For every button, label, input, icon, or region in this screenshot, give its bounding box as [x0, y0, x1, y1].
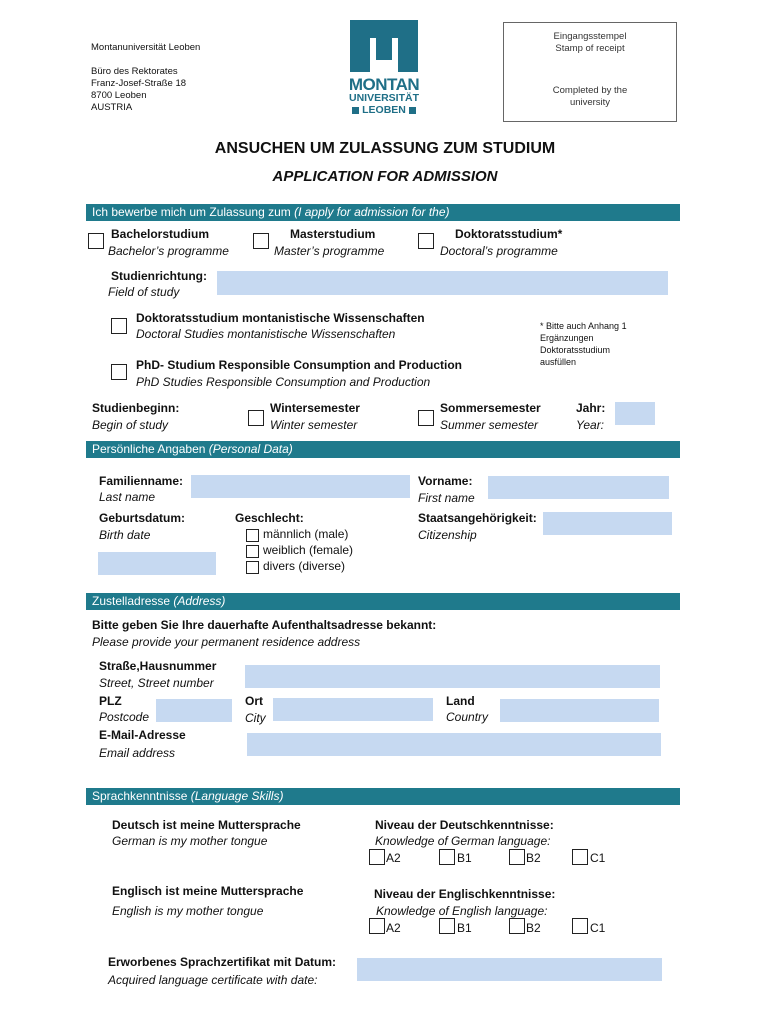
- country-input[interactable]: [500, 699, 659, 722]
- firstname-input[interactable]: [488, 476, 669, 499]
- gender-female-checkbox[interactable]: [246, 545, 259, 558]
- doctoral-label-en: Doctoral’s programme: [440, 244, 558, 258]
- gender-label: Geschlecht:: [235, 511, 304, 525]
- master-checkbox[interactable]: [253, 233, 269, 249]
- street-label: Straße,Hausnummer: [99, 659, 217, 673]
- city-label: Ort: [245, 694, 263, 708]
- english-level-b2-checkbox[interactable]: [509, 918, 525, 934]
- german-level-a2-label: A2: [386, 851, 401, 865]
- phd-rcp-checkbox[interactable]: [111, 364, 127, 380]
- winter-semester-label-en: Winter semester: [270, 418, 358, 432]
- address-intro-en: Please provide your permanent residence address: [92, 635, 361, 649]
- german-mother-tongue-label: Deutsch ist meine Muttersprache: [112, 818, 301, 832]
- receipt-stamp-box: [503, 22, 677, 122]
- field-of-study-label: Studienrichtung:: [111, 269, 207, 283]
- winter-semester-checkbox[interactable]: [248, 410, 264, 426]
- lastname-label-en: Last name: [99, 490, 156, 504]
- doctoral-note-1: * Bitte auch Anhang 1: [540, 321, 627, 331]
- university-logo: [348, 20, 420, 116]
- personal-bar-en: (Personal Data): [208, 442, 293, 456]
- montan-doctoral-checkbox[interactable]: [111, 318, 127, 334]
- language-bar-en: (Language Skills): [190, 789, 284, 803]
- gender-diverse-checkbox[interactable]: [246, 561, 259, 574]
- stamp-label-en: Stamp of receipt: [555, 43, 625, 54]
- phd-rcp-label: PhD- Studium Responsible Consumption and Production: [136, 358, 462, 372]
- page-subtitle: APPLICATION FOR ADMISSION: [272, 168, 498, 185]
- year-label-en: Year:: [576, 418, 605, 432]
- personal-bar-de: Persönliche Angaben: [92, 442, 206, 456]
- admission-bar-de: Ich bewerbe mich um Zulassung zum: [92, 205, 291, 219]
- birthdate-label: Geburtsdatum:: [99, 511, 186, 525]
- begin-of-study-label-en: Begin of study: [92, 418, 169, 432]
- english-level-label: Niveau der Englischkenntnisse:: [374, 887, 556, 901]
- german-level-c1-label: C1: [590, 851, 606, 865]
- city-label-en: City: [245, 711, 266, 725]
- gender-male-label: männlich (male): [263, 527, 349, 541]
- english-level-a2-checkbox[interactable]: [369, 918, 385, 934]
- birthdate-label-en: Birth date: [99, 528, 151, 542]
- office-name: Büro des Rektorates: [91, 66, 178, 77]
- german-level-b2-checkbox[interactable]: [509, 849, 525, 865]
- completed-label-2: university: [569, 97, 611, 108]
- office-city: 8700 Leoben: [91, 90, 147, 101]
- office-street: Franz-Josef-Straße 18: [91, 78, 187, 89]
- country-label-en: Country: [446, 710, 489, 724]
- postcode-label: PLZ: [99, 694, 122, 708]
- english-level-a2-label: A2: [386, 921, 401, 935]
- postcode-input[interactable]: [156, 699, 232, 722]
- german-level-b1-checkbox[interactable]: [439, 849, 455, 865]
- lastname-input[interactable]: [191, 475, 410, 498]
- address-section-bar: [86, 593, 680, 610]
- english-level-b1-label: B1: [457, 921, 472, 935]
- german-level-b1-label: B1: [457, 851, 472, 865]
- email-label-en: Email address: [99, 746, 176, 760]
- firstname-label: Vorname:: [418, 474, 473, 488]
- german-mother-tongue-label-en: German is my mother tongue: [112, 834, 268, 848]
- montan-doctoral-label-en: Doctoral Studies montanistische Wissenschaften: [136, 327, 396, 341]
- summer-semester-checkbox[interactable]: [418, 410, 434, 426]
- german-level-a2-checkbox[interactable]: [369, 849, 385, 865]
- english-level-b1-checkbox[interactable]: [439, 918, 455, 934]
- english-level-b2-label: B2: [526, 921, 541, 935]
- montan-doctoral-label: Doktoratsstudium montanistische Wissenschaften: [136, 311, 425, 325]
- field-of-study-label-en: Field of study: [108, 285, 180, 299]
- gender-female-label: weiblich (female): [263, 543, 354, 557]
- english-mother-tongue-label-en: English is my mother tongue: [112, 904, 264, 918]
- bachelor-checkbox[interactable]: [88, 233, 104, 249]
- bachelor-label-en: Bachelor’s programme: [108, 244, 229, 258]
- city-input[interactable]: [273, 698, 433, 721]
- logo-line-2: UNIVERSITÄT: [348, 92, 419, 104]
- field-of-study-input[interactable]: [217, 271, 668, 295]
- master-label-en: Master’s programme: [274, 244, 385, 258]
- language-bar-de: Sprachkenntnisse: [92, 789, 188, 803]
- logo-square-left: [352, 107, 359, 114]
- english-level-c1-checkbox[interactable]: [572, 918, 588, 934]
- birthdate-input[interactable]: [98, 552, 216, 575]
- logo-emblem-icon: [348, 20, 420, 72]
- german-level-label: Niveau der Deutschkenntnisse:: [375, 818, 554, 832]
- address-intro: Bitte geben Sie Ihre dauerhafte Aufenthaltsadresse bekannt:: [92, 618, 437, 632]
- university-name: Montanuniversität Leoben: [91, 42, 201, 53]
- bachelor-label: Bachelorstudium: [111, 227, 210, 241]
- logo-line-1: MONTAN: [348, 75, 420, 94]
- address-bar-de: Zustelladresse: [92, 594, 171, 608]
- german-level-label-en: Knowledge of German language:: [375, 834, 551, 848]
- begin-of-study-label: Studienbeginn:: [92, 401, 180, 415]
- stamp-label-de: Eingangsstempel: [553, 31, 627, 42]
- english-level-c1-label: C1: [590, 921, 606, 935]
- country-label: Land: [446, 694, 475, 708]
- lastname-label: Familienname:: [99, 474, 184, 488]
- summer-semester-label: Sommersemester: [440, 401, 541, 415]
- master-label: Masterstudium: [290, 227, 376, 241]
- phd-rcp-label-en: PhD Studies Responsible Consumption and Production: [136, 375, 431, 389]
- citizenship-input[interactable]: [543, 512, 672, 535]
- office-country: AUSTRIA: [91, 102, 133, 113]
- page-title: ANSUCHEN UM ZULASSUNG ZUM STUDIUM: [214, 140, 556, 157]
- firstname-label-en: First name: [418, 491, 475, 505]
- completed-label-1: Completed by the: [552, 85, 628, 96]
- address-bar-en: (Address): [173, 594, 226, 608]
- certificate-input[interactable]: [357, 958, 662, 981]
- german-level-c1-checkbox[interactable]: [572, 849, 588, 865]
- email-label: E-Mail-Adresse: [99, 728, 186, 742]
- admission-section-bar: [86, 204, 680, 221]
- english-level-label-en: Knowledge of English language:: [376, 904, 548, 918]
- doctoral-label: Doktoratsstudium*: [455, 227, 563, 241]
- year-label: Jahr:: [576, 401, 606, 415]
- english-mother-tongue-label: Englisch ist meine Muttersprache: [112, 884, 304, 898]
- language-section-bar: [86, 788, 680, 805]
- gender-male-checkbox[interactable]: [246, 529, 259, 542]
- doctoral-checkbox[interactable]: [418, 233, 434, 249]
- gender-diverse-label: divers (diverse): [263, 559, 346, 573]
- doctoral-note-3: Doktoratsstudium: [540, 345, 611, 355]
- year-input[interactable]: [615, 402, 655, 425]
- summer-semester-label-en: Summer semester: [440, 418, 539, 432]
- personal-section-bar: [86, 441, 680, 458]
- certificate-label: Erworbenes Sprachzertifikat mit Datum:: [108, 955, 337, 969]
- citizenship-label: Staatsangehörigkeit:: [418, 511, 537, 525]
- street-label-en: Street, Street number: [99, 676, 214, 690]
- email-input[interactable]: [247, 733, 661, 756]
- doctoral-note-2: Ergänzungen: [540, 333, 594, 343]
- logo-square-right: [409, 107, 416, 114]
- street-input[interactable]: [245, 665, 660, 688]
- citizenship-label-en: Citizenship: [418, 528, 477, 542]
- doctoral-note-4: ausfüllen: [540, 357, 577, 367]
- german-level-b2-label: B2: [526, 851, 541, 865]
- winter-semester-label: Wintersemester: [270, 401, 360, 415]
- certificate-label-en: Acquired language certificate with date:: [108, 973, 318, 987]
- admission-bar-en: (I apply for admission for the): [294, 205, 450, 219]
- postcode-label-en: Postcode: [99, 710, 150, 724]
- logo-line-3: LEOBEN: [362, 104, 406, 116]
